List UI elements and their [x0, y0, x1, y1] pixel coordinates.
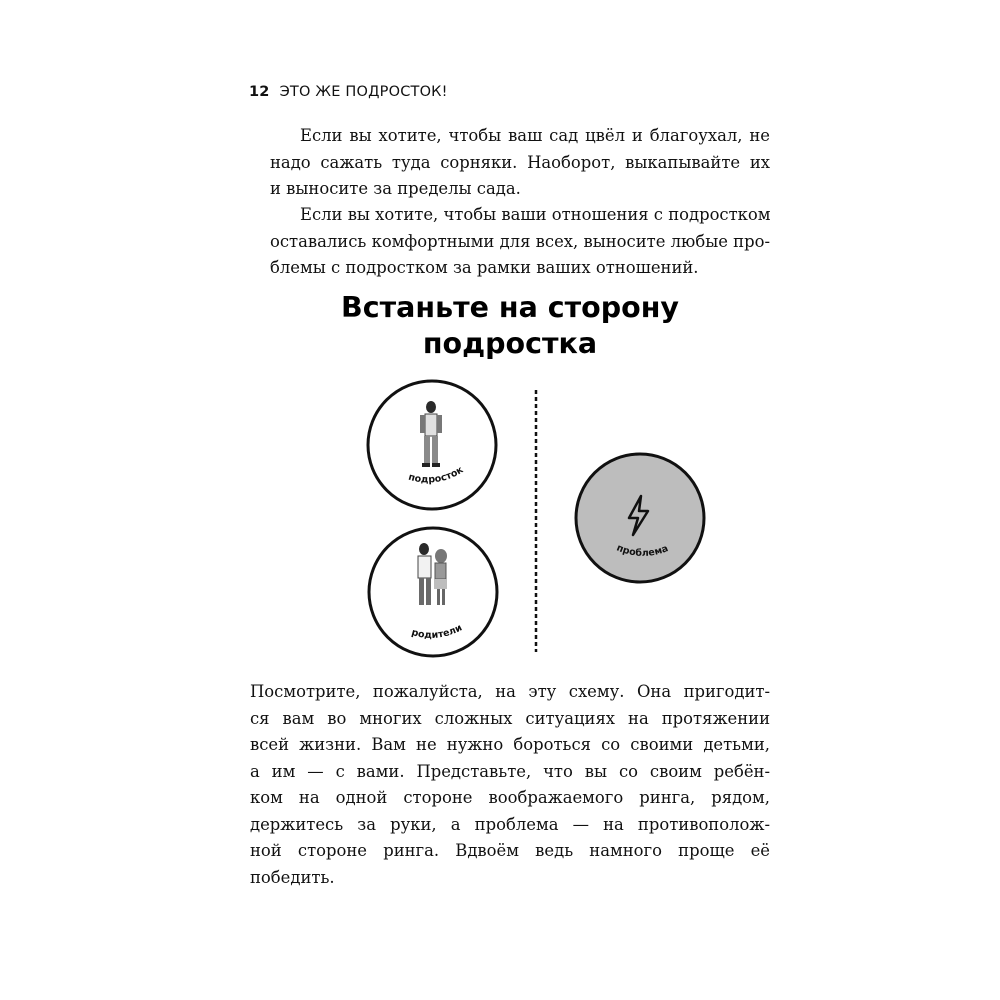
text-line: ной стороне ринга. Вдвоём ведь намного проще её: [250, 841, 770, 860]
section-heading-line-1: Встаньте на сторону: [341, 291, 679, 324]
page-number: 12: [249, 84, 270, 100]
intro-paragraph-1: [270, 123, 770, 203]
text-line: надо сажать туда сорняки. Наоборот, выкапывайте их: [270, 152, 770, 172]
text-line: блемы с подростком за рамки ваших отношений.: [270, 258, 699, 277]
text-line: Посмотрите, пожалуйста, на эту схему. Она пригодит-: [250, 682, 770, 701]
text-line: ком на одной стороне воображаемого ринга, рядом,: [250, 788, 770, 807]
teen-circle: [368, 381, 496, 509]
text-line: а им — с вами. Представьте, что вы со своим ребён-: [250, 761, 770, 781]
running-head: [249, 84, 448, 100]
intro-paragraph-2: [270, 202, 770, 282]
section-heading: [250, 290, 770, 362]
running-title: ЭТО ЖЕ ПОДРОСТОК!: [279, 84, 448, 100]
text-line: Если вы хотите, чтобы ваш сад цвёл и благоухал, не: [300, 126, 770, 145]
section-heading-line-2: подростка: [422, 327, 598, 360]
text-line: всей жизни. Вам не нужно бороться со своими детьми,: [250, 735, 770, 754]
text-line: победить.: [250, 867, 335, 887]
text-line: держитесь за руки, а проблема — на противополож-: [250, 814, 770, 834]
text-line: оставались комфортными для всех, выносите любые про-: [270, 231, 770, 251]
teen-label: подросток: [407, 464, 466, 486]
body-paragraph: [250, 679, 770, 891]
problem-label: проблема: [614, 542, 670, 559]
text-line: Если вы хотите, чтобы ваши отношения с подростком: [300, 205, 771, 224]
text-line: и выносите за пределы сада.: [270, 179, 521, 198]
problem-circle: [576, 454, 704, 582]
parents-label: родители: [410, 622, 465, 642]
text-line: ся вам во многих сложных ситуациях на протяжении: [250, 708, 770, 728]
parents-circle: [369, 528, 497, 656]
